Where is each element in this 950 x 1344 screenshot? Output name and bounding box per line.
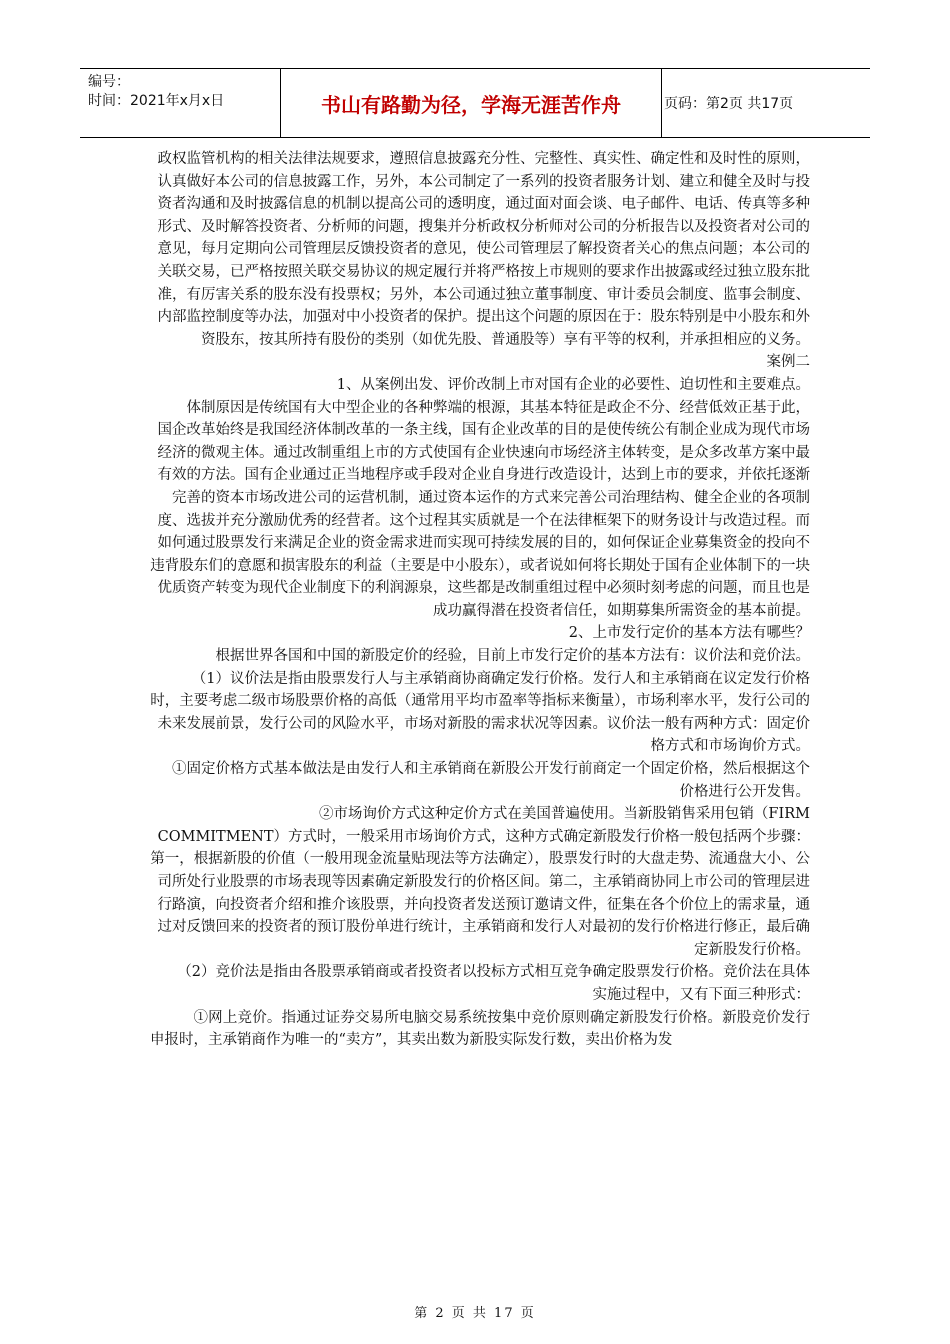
page-footer: 第 2 页 共 17 页 — [414, 1306, 536, 1321]
question-1: 1、从案例出发、评价改制上市对国有企业的必要性、迫切性和主要难点。 — [336, 376, 810, 393]
document-body — [150, 148, 810, 1052]
header-page-info: 页码：第2页 共17页 — [664, 96, 794, 112]
paragraph-online-bidding: ①网上竞价。指通过证券交易所电脑交易系统按集中竞价原则确定新股发行价格。新股竞价发行申报时，主承销商作为唯一的“卖方”，其卖出数为新股实际发行数，卖出价格为发 — [150, 1009, 810, 1049]
section-heading-case2: 案例二 — [766, 354, 810, 371]
paragraph-bidding: （2）竞价法是指由各股票承销商或者投资者以投标方式相互竞争确定股票发行价格。竞价法在具体实施过程中，又有下面三种形式： — [177, 964, 810, 1003]
document-number-label: 编号： — [88, 74, 130, 90]
paragraph-negotiation: （1）议价法是指由股票发行人与主承销商协商确定发行价格。发行人和主承销商在议定发行价格时，主要考虑二级市场股票价格的高低（通常用平均市盈率等指标来衡量），市场利率水平，发行公司的未来发展前景，发行公司的风险水平，市场对新股的需求状况等因素。议价法一般有两种方式：固定价格方式和市场询价方式。 — [150, 670, 810, 755]
paragraph-market-inquiry: ②市场询价方式这种定价方式在美国普遍使用。当新股销售采用包销（FIRM COMMITMENT）方式时，一般采用市场询价方式，这种方式确定新股发行价格一般包括两个步骤：第一，根据新股的价值（一般用现金流量贴现法等方法确定），股票发行时的大盘走势、流通盘大小、公司所处行业股票的市场表现等因素确定新股发行的价格区间。第二，主承销商协同上市公司的管理层进行路演，向投资者介绍和推介该股票，并向投资者发送预订邀请文件，征集在各个价位上的需求量，通过对反馈回来的投资者的预订股份单进行统计，主承销商和发行人对最初的发行价格进行修正，最后确定新股发行价格。 — [150, 806, 810, 958]
paragraph-reform: 体制原因是传统国有大中型企业的各种弊端的根源，其基本特征是政企不分、经营低效正基于此，国企改革始终是我国经济体制改革的一条主线，国有企业改革的目的是使传统公有制企业成为现代市场经济的微观主体。通过改制重组上市的方式使国有企业快速向市场经济主体转变，是众多改革方案中最有效的方法。国有企业通过正当地程序或手段对企业自身进行改造设计，达到上市的要求，并依托逐渐完善的资本市场改进公司的运营机制，通过资本运作的方式来完善公司治理结构、健全企业的各项制度、选拔并充分激励优秀的经营者。这个过程其实质就是一个在法律框架下的财务设计与改造过程。而如何通过股票发行来满足企业的资金需求进而实现可持续发展的目的，如何保证企业募集资金的投向不违背股东们的意愿和损害股东的利益（主要是中小股东），或者说如何将长期处于国有企业体制下的一块优质资产转变为现代企业制度下的利润源泉，这些都是改制重组过程中必须时刻考虑的问题，而且也是成功赢得潜在投资者信任，如期募集所需资金的基本前提。 — [150, 399, 810, 619]
question-2: 2、上市发行定价的基本方法有哪些？ — [568, 625, 810, 642]
header-motto: 书山有路勤为径，学海无涯苦作舟 — [280, 69, 662, 137]
paragraph-methods: 根据世界各国和中国的新股定价的经验，目前上市发行定价的基本方法有：议价法和竞价法。 — [215, 648, 810, 665]
header-meta — [88, 73, 278, 111]
document-time: 时间：2021年x月x日 — [88, 93, 225, 109]
paragraph-disclosure: 政权监管机构的相关法律法规要求，遵照信息披露充分性、完整性、真实性、确定性和及时性的原则，认真做好本公司的信息披露工作，另外，本公司制定了一系列的投资者服务计划、建立和健全及时与投资者沟通和及时披露信息的机制以提高公司的透明度，通过面对面会谈、电子邮件、电话、传真等多种形式、及时解答投资者、分析师的问题，搜集并分析政权分析师对公司的分析报告以及投资者对公司的意见，每月定期向公司管理层反馈投资者的意见，使公司管理层了解投资者关心的焦点问题；本公司的关联交易，已严格按照关联交易协议的规定履行并将严格按上市规则的要求作出披露或经过独立股东批准，有厉害关系的股东没有投票权；另外，本公司通过独立董事制度、审计委员会制度、监事会制度、内部监控制度等办法，加强对中小投资者的保护。提出这个问题的原因在于：股东特别是中小股东和外资股东，按其所持有股份的类别（如优先股、普通股等）享有平等的权利，并承担相应的义务。 — [157, 151, 810, 348]
page-header — [80, 68, 870, 138]
paragraph-fixed-price: ①固定价格方式基本做法是由发行人和主承销商在新股公开发行前商定一个固定价格，然后根据这个价格进行公开发售。 — [172, 761, 810, 800]
